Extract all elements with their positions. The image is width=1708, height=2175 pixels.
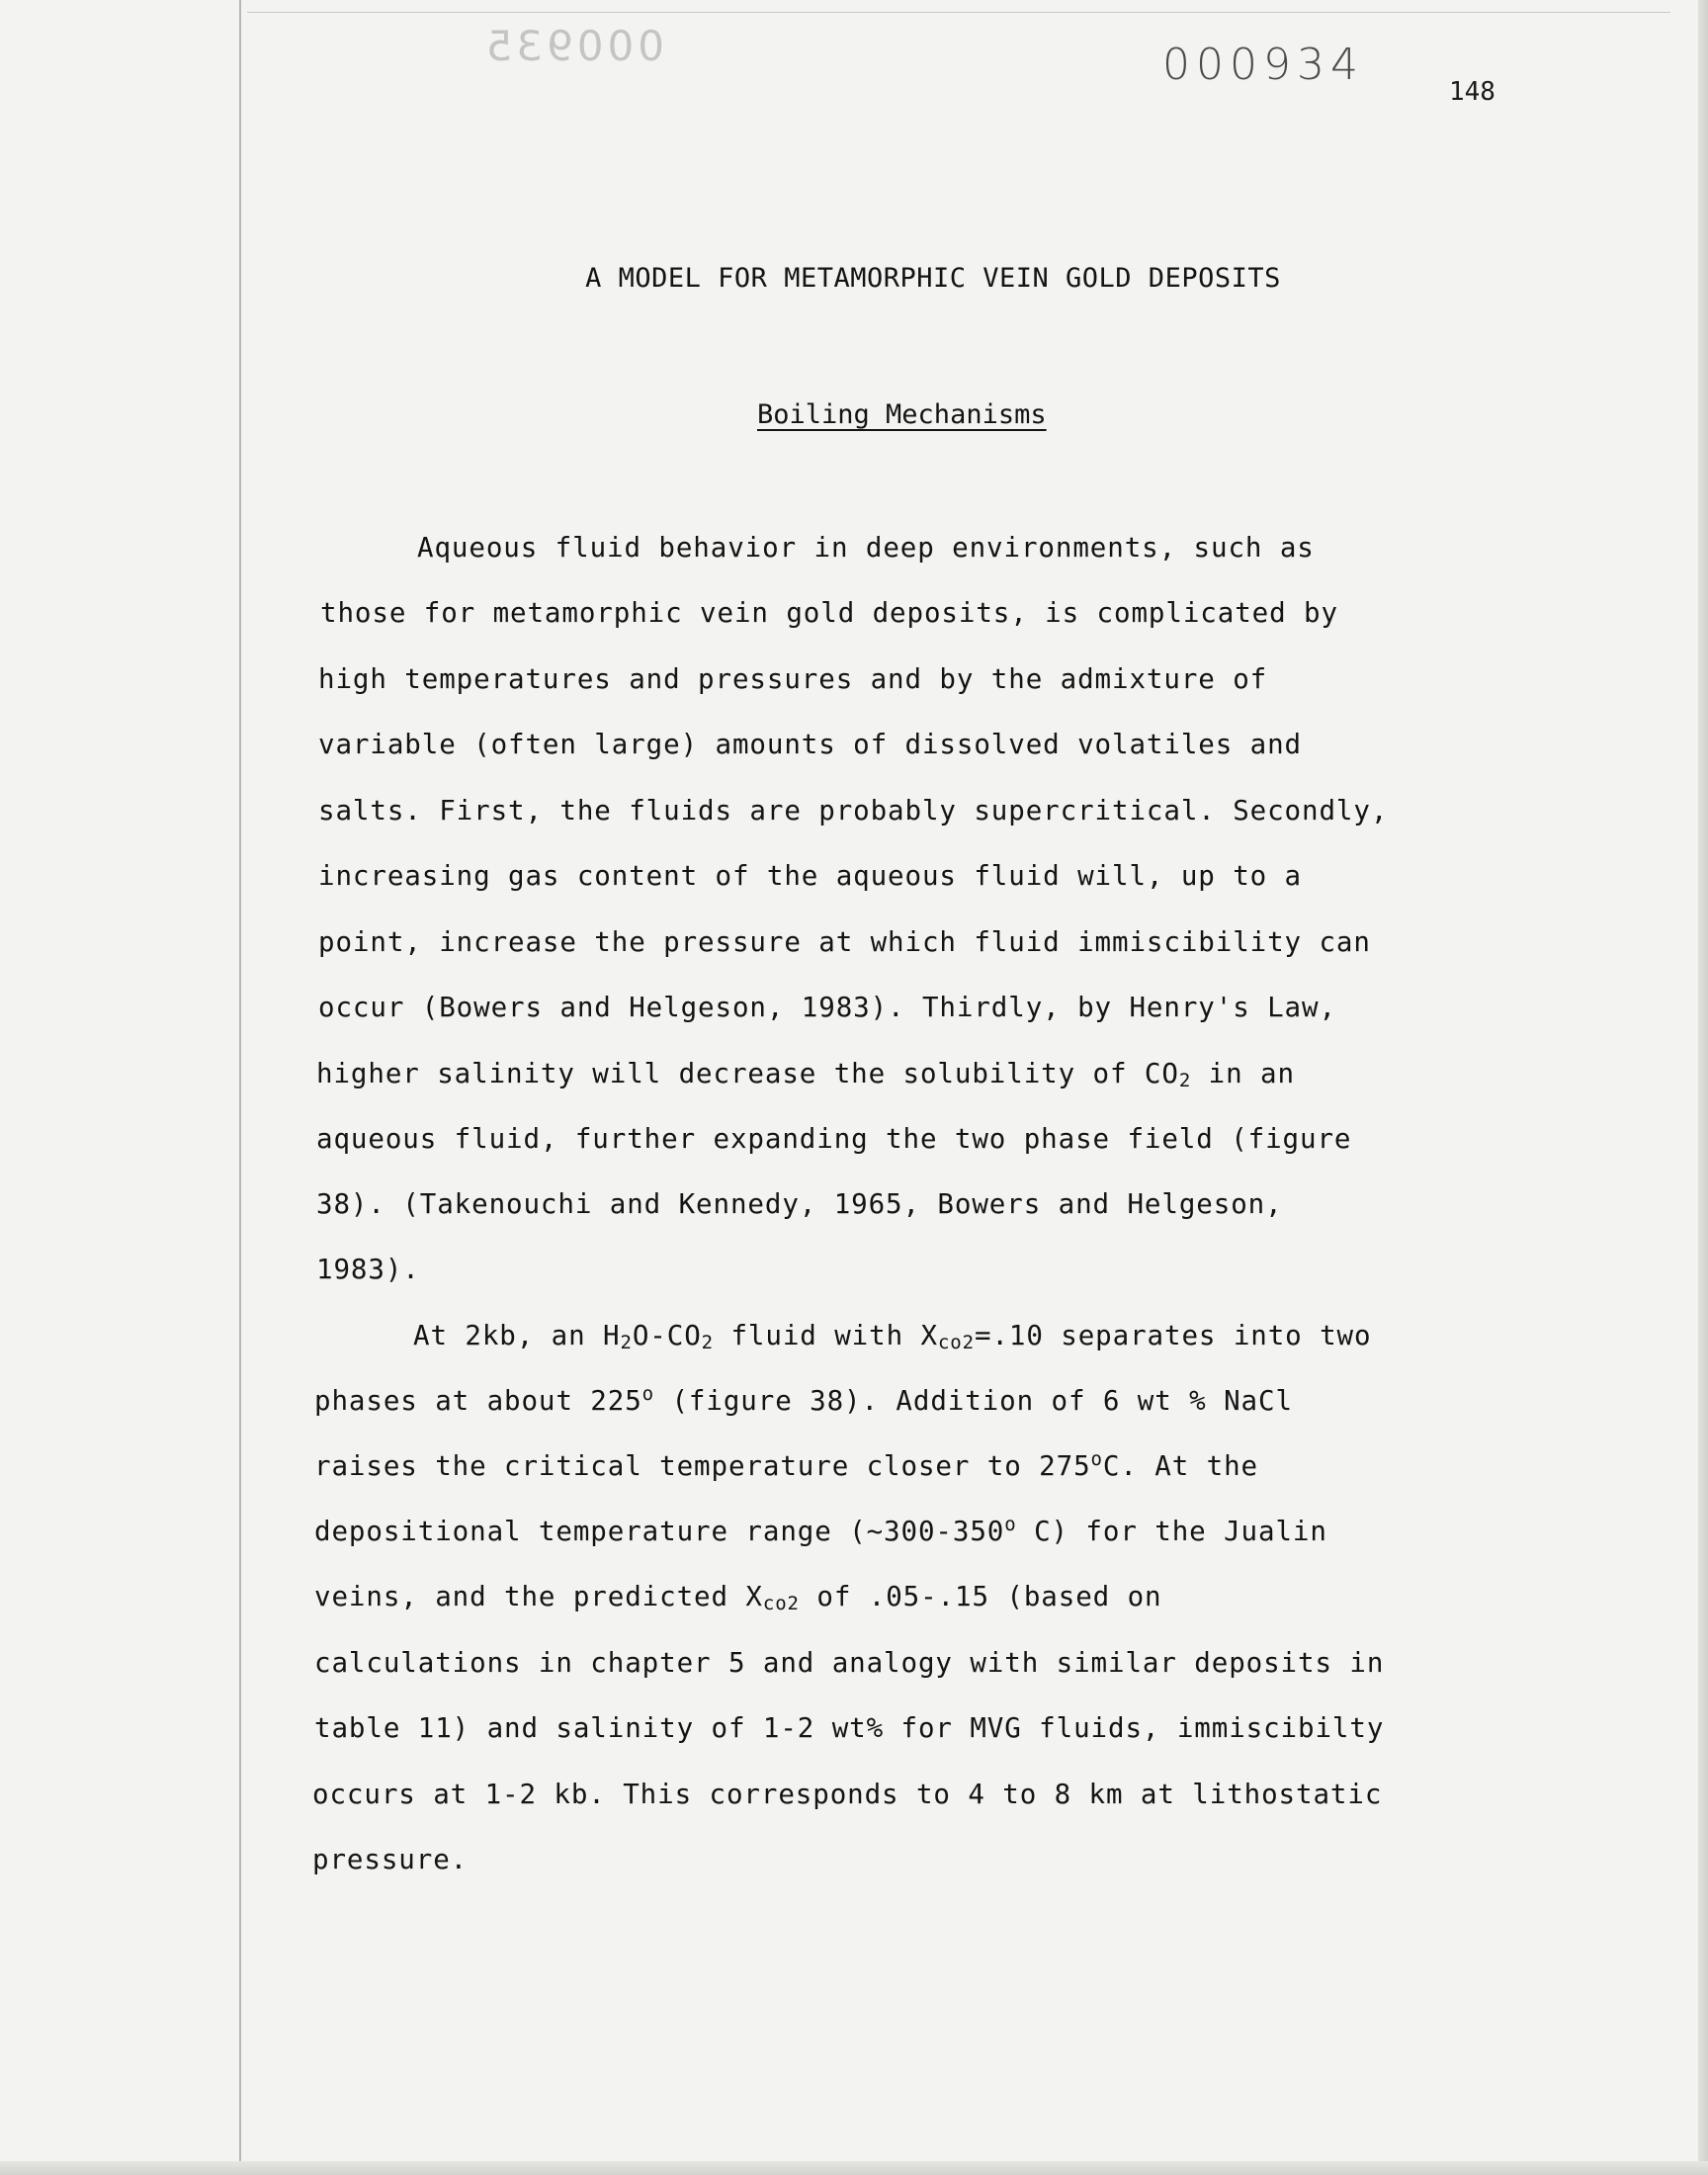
body-line: point, increase the pressure at which fluid immiscibility can xyxy=(318,926,1371,958)
body-line: raises the critical temperature closer to 275$^o$C. At the xyxy=(314,1447,1258,1482)
section-heading: Boiling Mechanisms xyxy=(757,399,1047,430)
body-line: 1983). xyxy=(316,1254,420,1285)
body-line: calculations in chapter 5 and analogy with similar deposits in xyxy=(314,1647,1385,1679)
body-line: depositional temperature range (~300-350$^o$ C) for the Jualin xyxy=(314,1513,1327,1547)
body-line: phases at about 225$^o$ (figure 38). Addition of 6 wt % NaCl xyxy=(314,1382,1293,1417)
body-line: pressure. xyxy=(312,1844,469,1875)
body-line: Aqueous fluid behavior in deep environments, such as xyxy=(417,532,1315,564)
page-right-edge xyxy=(1698,0,1708,2175)
page-bottom-edge xyxy=(0,2161,1708,2175)
body-line: higher salinity will decrease the solubility of $CO_2$ in an xyxy=(316,1058,1295,1091)
body-line: table 11) and salinity of 1-2 wt% for MVG fluids, immiscibilty xyxy=(314,1712,1385,1744)
body-line: salts. First, the fluids are probably supercritical. Secondly, xyxy=(318,795,1389,826)
body-line: occur (Bowers and Helgeson, 1983). Thirdly, by Henry's Law, xyxy=(318,992,1336,1023)
top-edge-line xyxy=(247,12,1670,13)
body-line: veins, and the predicted $X_{co2}$ of .05-.15 (based on xyxy=(314,1581,1162,1614)
body-line: At 2kb, an $H_2O-CO_2$ fluid with $X_{co2}=.10$ separates into two xyxy=(413,1320,1372,1353)
body-line: occurs at 1-2 kb. This corresponds to 4 to 8 km at lithostatic xyxy=(312,1779,1383,1810)
body-line: increasing gas content of the aqueous fluid will, up to a xyxy=(318,860,1303,892)
bleed-through-stamp: 000935 xyxy=(481,22,664,70)
body-line: those for metamorphic vein gold deposits, is complicated by xyxy=(320,597,1338,629)
page-number: 148 xyxy=(1449,77,1495,107)
document-heading: A MODEL FOR METAMORPHIC VEIN GOLD DEPOSITS xyxy=(585,263,1281,294)
body-line: 38). (Takenouchi and Kennedy, 1965, Bowers and Helgeson, xyxy=(316,1188,1283,1220)
body-line: high temperatures and pressures and by the admixture of xyxy=(318,663,1268,695)
body-line: aqueous fluid, further expanding the two phase field (figure xyxy=(316,1123,1352,1155)
document-stamp-number: 000934 xyxy=(1162,40,1364,90)
body-line: variable (often large) amounts of dissolved volatiles and xyxy=(318,729,1303,760)
margin-line xyxy=(239,0,241,2175)
